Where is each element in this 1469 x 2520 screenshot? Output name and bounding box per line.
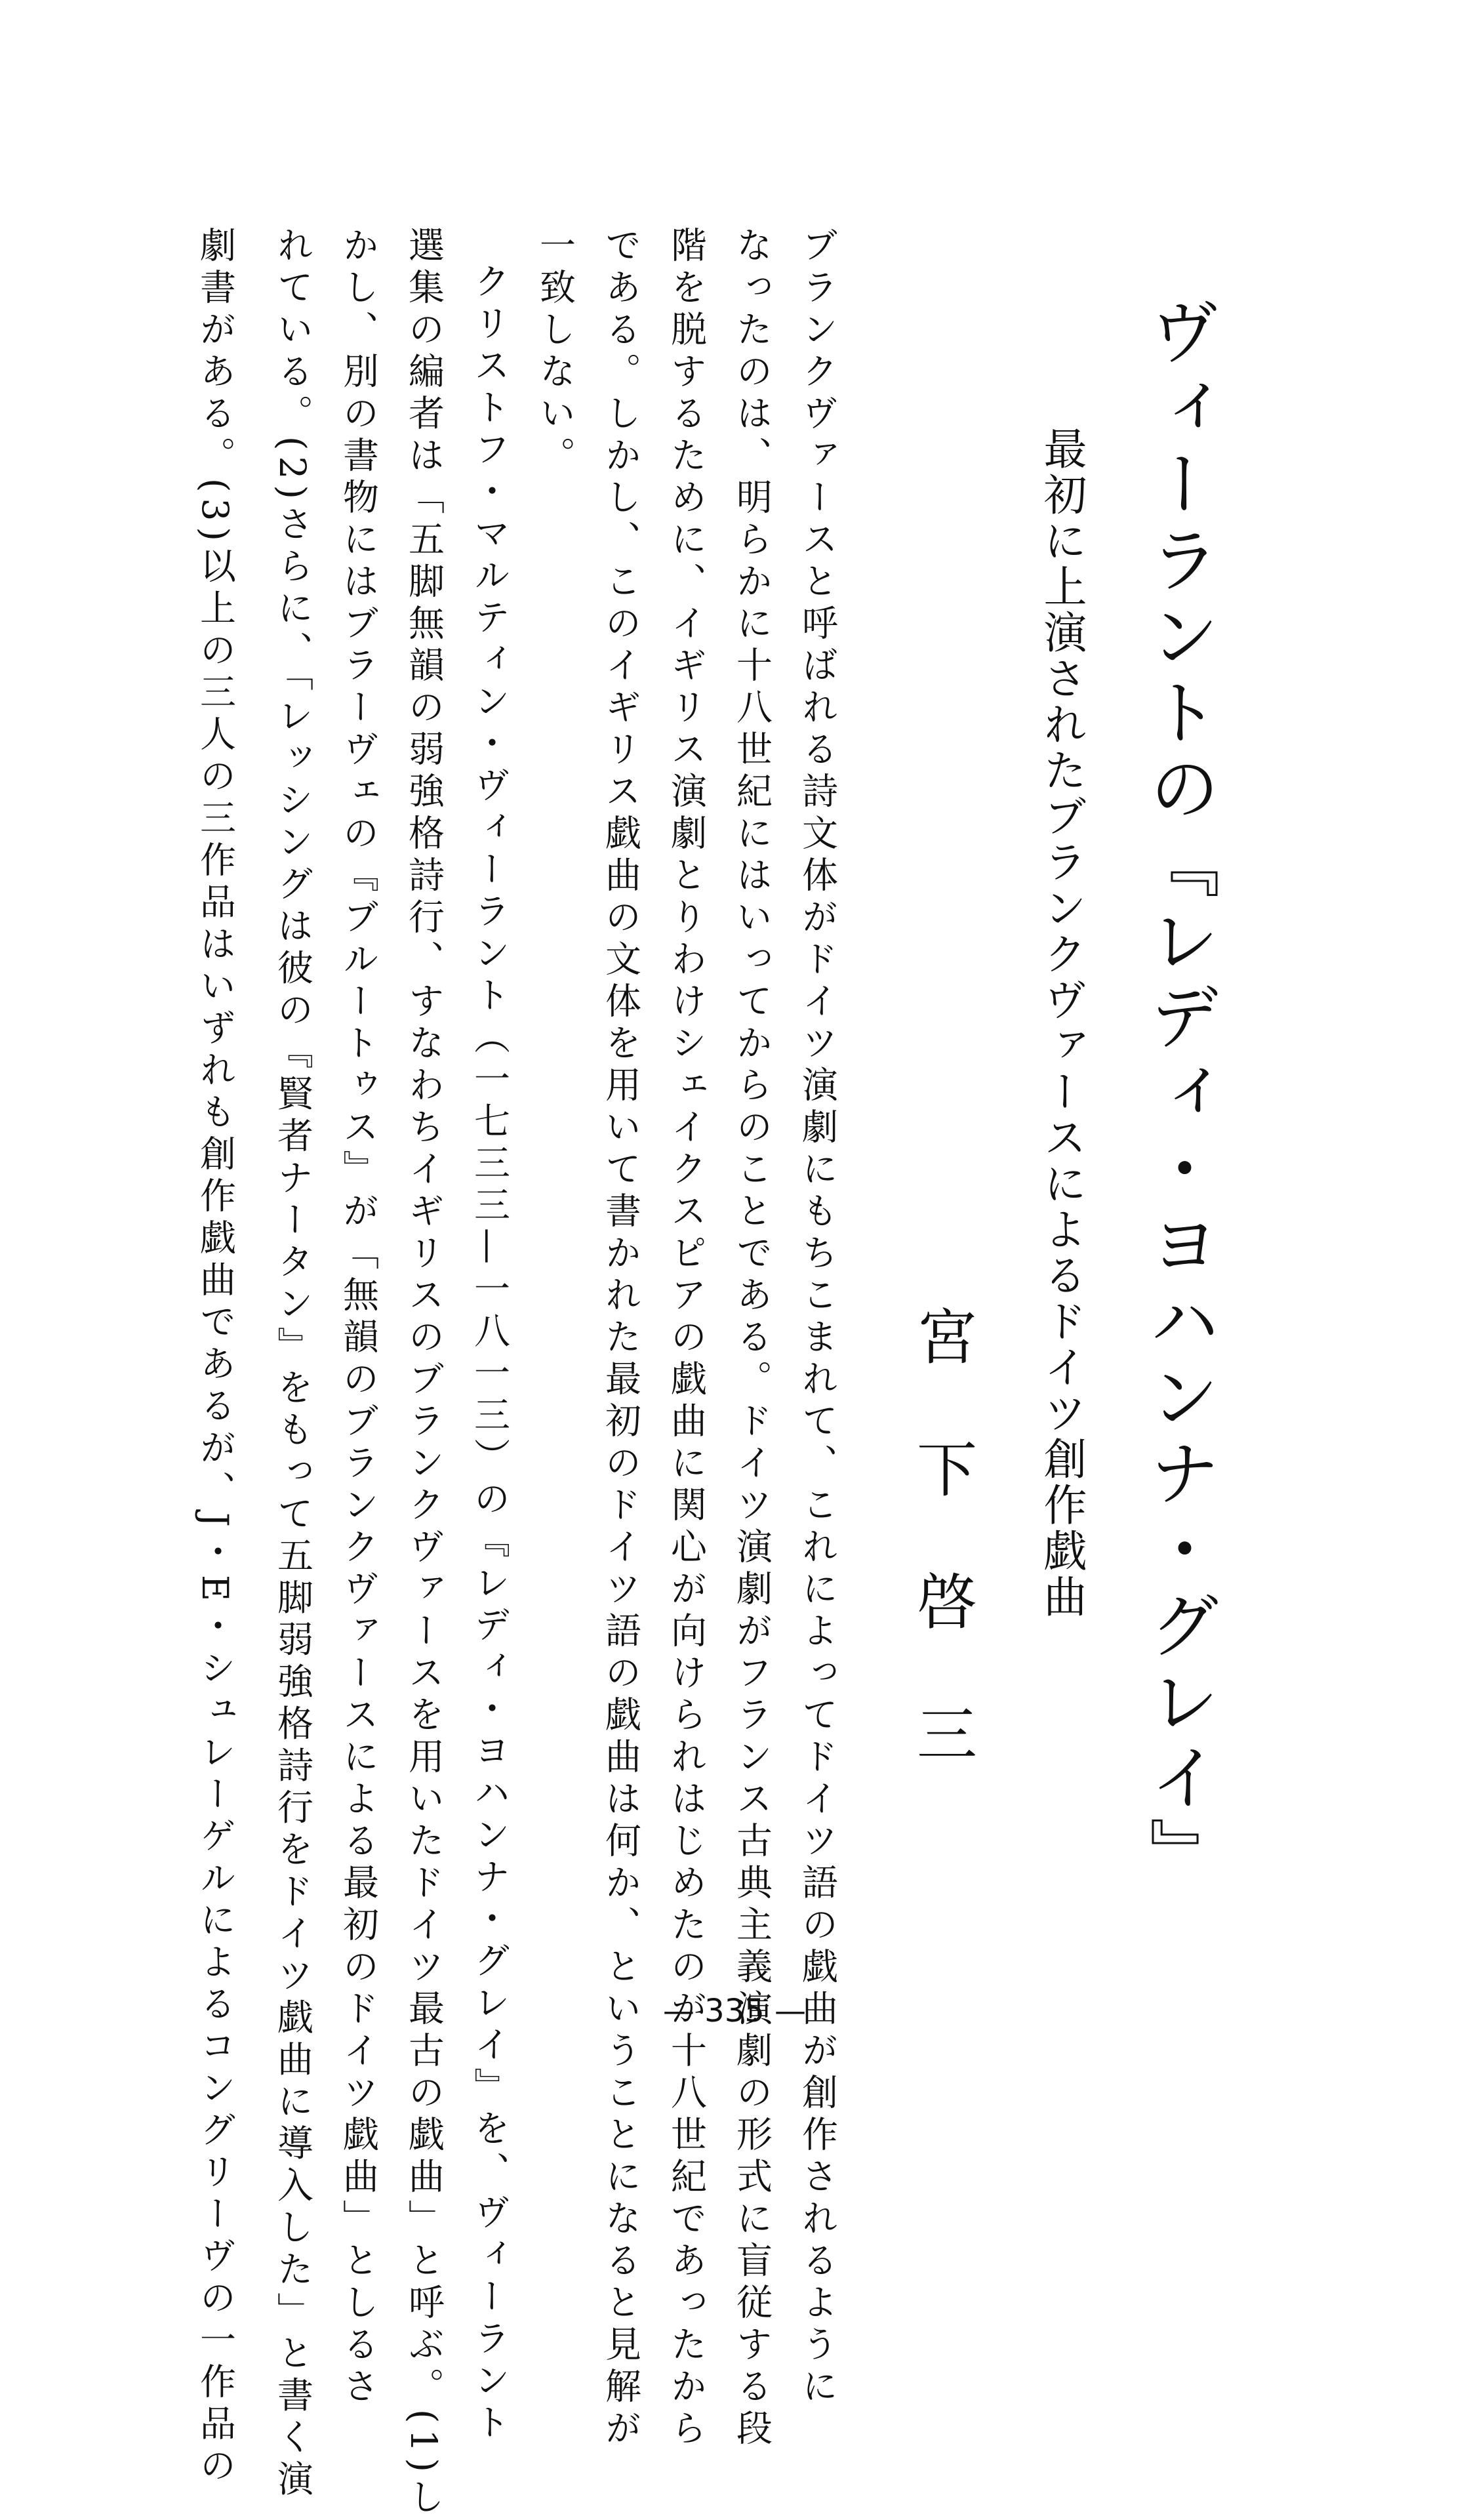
body-line: ブランクヴァースと呼ばれる詩文体がドイツ演劇にもちこまれて、これによってドイツ語の戯曲が創作されるように (796, 226, 838, 2409)
body-line: 一致しない。 (534, 226, 576, 478)
body-line: クリストフ・マルティン・ヴィーラント（一七三三—一八一三）の『レディ・ヨハンナ・グレイ』を、ヴィーラント (468, 262, 510, 2445)
body-line: れている。(2)さらに、「レッシングは彼の『賢者ナータン』をもって五脚弱強格詩行をドイツ戯曲に導入した」と書く演 (272, 226, 313, 2502)
body-line: かし、別の書物にはブラーヴェの『ブルートゥス』が「無韻のブランクヴァースによる最初のドイツ戯曲」としるさ (337, 226, 379, 2409)
page-number: — 335 — (662, 1993, 807, 2029)
subtitle: 最初に上演されたブランクヴァースによるドイツ創作戯曲 (1036, 426, 1087, 1620)
author-name: 宮下啓三 (907, 1305, 977, 1835)
body-line: なったのは、明らかに十八世紀にはいってからのことである。ドイツ演劇がフランス古典主義演劇の形式に盲従する段 (731, 226, 773, 2451)
title: ヴィーラントの『レディ・ヨハンナ・グレイ』 (1137, 295, 1219, 1893)
body-line: 選集の編者は「五脚無韻の弱強格詩行、すなわちイギリスのブランクヴァースを用いたドイツ最古の戯曲」と呼ぶ。(1)し (403, 226, 445, 2520)
body-line: 階を脱するために、イギリス演劇とりわけシェイクスピアの戯曲に関心が向けられはじめたのが十八世紀であったから (665, 226, 707, 2451)
body-line: 劇書がある。(3)以上の三人の三作品はいずれも創作戯曲であるが、J・E・シュレーゲルによるコングリーヴの一作品の (194, 226, 236, 2489)
body-line: である。しかし、このイギリス戯曲の文体を用いて書かれた最初のドイツ語の戯曲は何か、ということになると見解が (599, 226, 641, 2451)
